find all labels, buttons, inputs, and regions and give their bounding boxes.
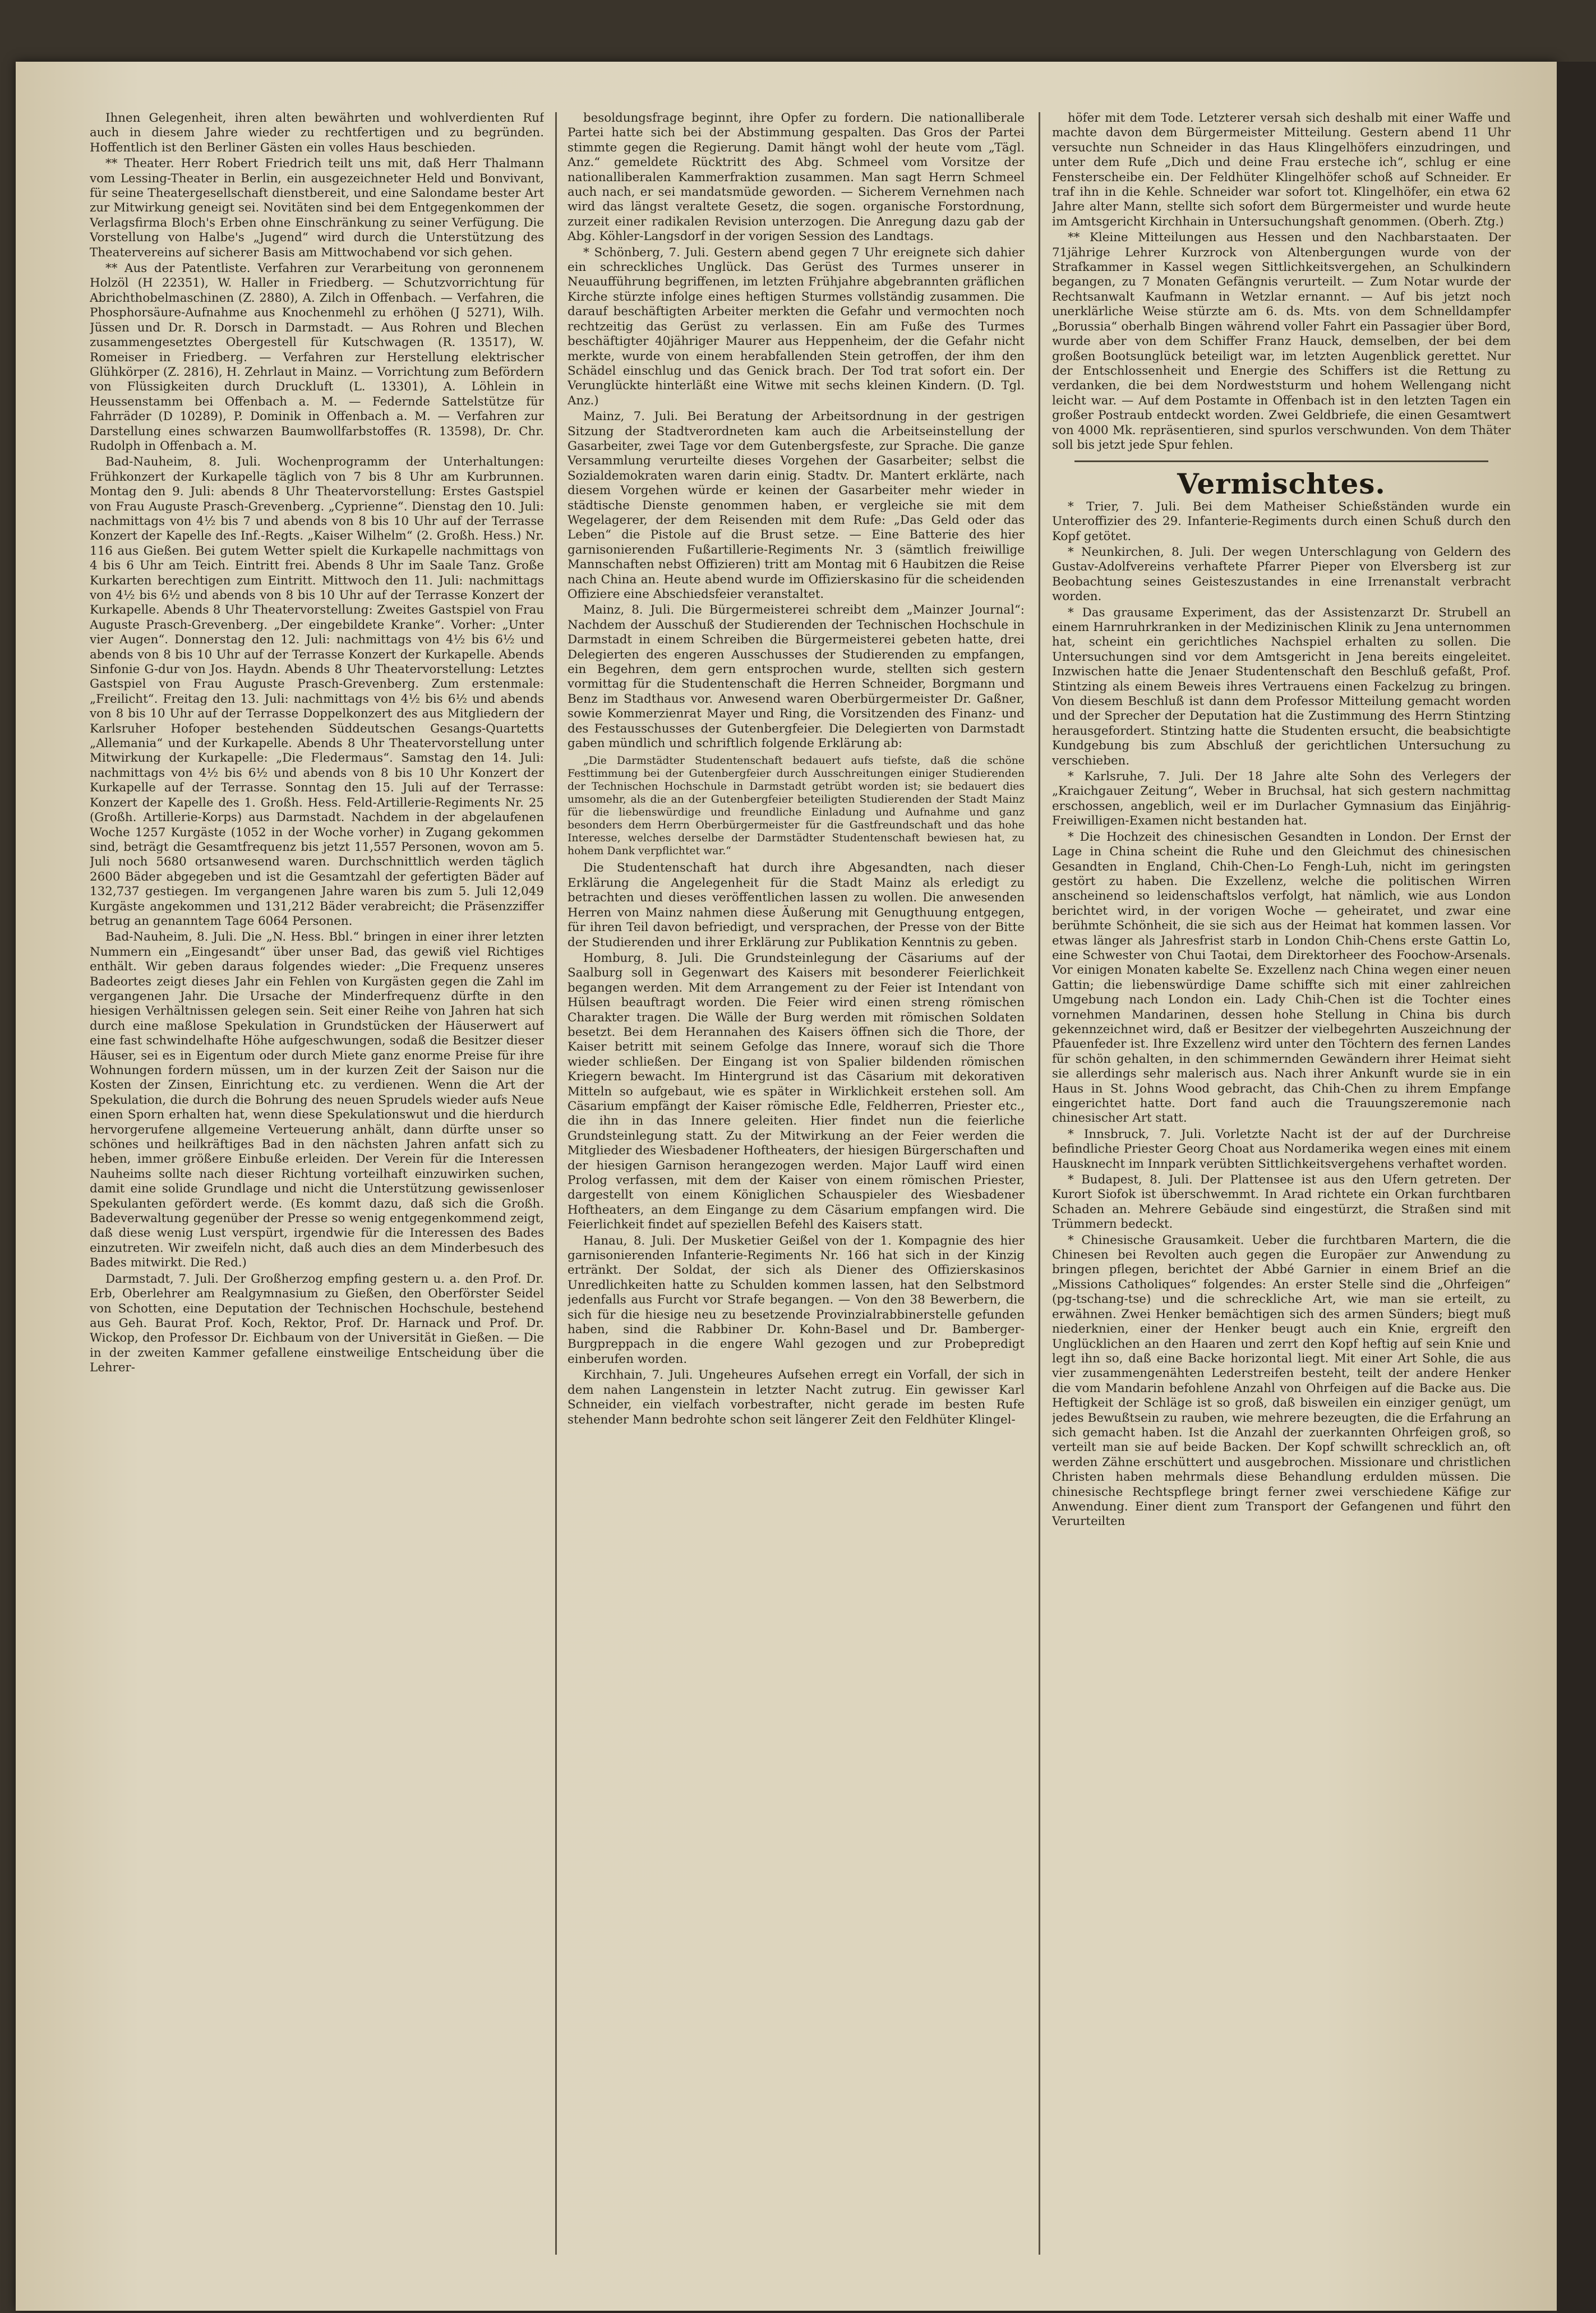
article-jena: * Das grausame Experiment, das der Assistenzarzt Dr. Strubell an einem Harnruhrkranken in der Medizinischen Klinik zu Jena unternommen hat, scheint ein gerichtliches Nachspiel erhalten zu sollen. Die Untersuchungen sind vor dem Amtsgericht in Jena bereits eingeleitet. Inzwischen hatte die Jenaer Studentenschaft den Beschluß gefaßt, Prof. Stintzing als einem Beweis ihres Vertrauens einen Fackelzug zu bringen. Von diesem Beschluß ist dann dem Professor Mitteilung gemacht worden und der Sprecher der Deputation hat die Zustimmung des Herrn Stintzing herausgefordert. Stintzing hatte die Studenten ersucht, die beabsichtigte Kundgebung bis zum Abschluß der gerichtlichen Untersuchung zu verschieben. <box>1052 605 1511 768</box>
article-paragraph: besoldungsfrage beginnt, ihre Opfer zu fordern. Die nationalliberale Partei hatte sich bei der Abstimmung gespalten. Das Gros der Partei stimmte gegen die Regierung. Damit hängt wohl der heute vom „Tägl. Anz.“ gemeldete Rücktritt des Abg. Schmeel vom Vorsitze der nationalliberalen Kammerfraktion zusammen. Man sagt Herrn Schmeel auch nach, er sei mandatsmüde geworden. — Sicherem Vernehmen nach wird das längst veraltete Gesetz, die sogen. organische Forstordnung, zurzeit einer radikalen Revision unterzogen. Die Anregung dazu gab der Abg. Köhler-Langsdorf in der vorigen Session des Landtags. <box>568 111 1025 244</box>
article-mainz-8: Mainz, 8. Juli. Die Bürgermeisterei schreibt dem „Mainzer Journal“: Nachdem der Ausschuß der Studierenden der Technischen Hochschule in Darmstadt in einem Schreiben die Bürgermeisterei gebeten hatte, drei Delegierten des engeren Ausschusses der Studierenden zu empfangen, ein Begehren, dem gern entsprochen wurde, stellten sich gestern vormittag für die Studentenschaft die Herren Schneider, Borgmann und Benz im Stadthaus vor. Anwesend waren Oberbürgermeister Dr. Gaßner, sowie Kommerzienrat Mayer und Ring, die Vorsitzenden des Finanz- und des Festausschusses der Gutenbergfeier. Die Delegierten von Darmstadt gaben mündlich und schriftlich folgende Erklärung ab: <box>568 603 1025 751</box>
article-patentliste: ** Aus der Patentliste. Verfahren zur Verarbeitung von geronnenem Holzöl (H 22351), W. Haller in Friedberg. — Schutzvorrichtung für Abrichthobelmaschinen (Z. 2880), A. Zilch in Offenbach. — Verfahren, die Phosphorsäure-Aufnahme aus Knochenmehl zu erhöhen (J 5271), Wilh. Jüssen und Dr. R. Dorsch in Darmstadt. — Aus Rohren und Blechen zusammengesetztes Obergestell für Kutschwagen (R. 13517), W. Romeiser in Friedberg. — Verfahren zur Herstellung elektrischer Glühkörper (Z. 2816), H. Zehrlaut in Mainz. — Vorrichtung zum Befördern von Flüssigkeiten durch Druckluft (L. 13301), A. Löhlein in Heussenstamm bei Offenbach a. M. — Federnde Sattelstütze für Fahrräder (D 10289), P. Dominik in Offenbach a. M. — Verfahren zur Darstellung eines schwarzen Baumwollfarbstoffes (R. 13598), Dr. Chr. Rudolph in Offenbach a. M. <box>90 261 544 453</box>
article-schoenberg: * Schönberg, 7. Juli. Gestern abend gegen 7 Uhr ereignete sich dahier ein schreckliches Unglück. Das Gerüst des Turmes unserer in Neuaufführung begriffenen, im letzten Frühjahre abgebrannten gräflichen Kirche stürzte infolge eines heftigen Sturmes vollständig zusammen. Die darauf beschäftigten Arbeiter merkten die Gefahr und vermochten noch rechtzeitig das Gerüst zu verlassen. Ein am Fuße des Turmes beschäftigter 40jähriger Maurer aus Heppenheim, der die Gefahr nicht merkte, wurde von einem herabfallenden Stein getroffen, der ihm den Schädel einschlug und das Genick brach. Der Tod trat sofort ein. Der Verunglückte hinterläßt eine Witwe mit sechs kleinen Kindern. (D. Tgl. Anz.) <box>568 245 1025 408</box>
section-heading: Vermischtes. <box>1177 467 1386 501</box>
article-mainz-7: Mainz, 7. Juli. Bei Beratung der Arbeitsordnung in der gestrigen Sitzung der Stadtverordneten kam auch die Arbeitseinstellung der Gasarbeiter, zwei Tage vor dem Gutenbergsfeste, zur Sprache. Die ganze Versammlung verurteilte dieses Vorgehen der Gasarbeiter; selbst die Sozialdemokraten waren darin einig. Stadtv. Dr. Mantert erklärte, nach diesem Vorgehen würde er keinen der Gasarbeiter mehr wieder in städtische Dienste genommen haben, er vergleiche sie mit dem Wegelagerer, der dem Reisenden mit dem Rufe: „Das Geld oder das Leben“ die Pistole auf die Brust setze. — Eine Batterie des hier garnisonierenden Fußartillerie-Regiments Nr. 3 (sämtlich freiwillige Mannschaften nebst Offizieren) tritt am Montag mit 6 Haubitzen die Reise nach China an. Heute abend wurde im Offizierskasino für die scheidenden Offiziere eine Abschiedsfeier veranstaltet. <box>568 409 1025 601</box>
adjacent-page-edge <box>1557 62 1596 2313</box>
article-karlsruhe: * Karlsruhe, 7. Juli. Der 18 Jahre alte Sohn des Verlegers der „Kraichgauer Zeitung“, Weber in Bruchsal, hat sich gestern nachmittag erschossen, angeblich, weil er im Durlacher Gymnasium das Einjährig-Freiwilligen-Examen nicht bestanden hat. <box>1052 770 1511 828</box>
article-paragraph: Ihnen Gelegenheit, ihren alten bewährten und wohlverdienten Ruf auch in diesem Jahre wieder zu rechtfertigen und zu begründen. Hoffentlich ist den Berliner Gästen ein volles Haus beschieden. <box>90 111 544 155</box>
article-neunkirchen: * Neunkirchen, 8. Juli. Der wegen Unterschlagung von Geldern des Gustav-Adolfvereins verhaftete Pfarrer Pieper von Elversberg ist zur Beobachtung seines Geisteszustandes in eine Irrenanstalt verbracht worden. <box>1052 545 1511 604</box>
article-kleine-mitteilungen: ** Kleine Mitteilungen aus Hessen und den Nachbarstaaten. Der 71jährige Lehrer Kurzrock von Altenbergungen wurde von der Strafkammer in Kassel wegen Sittlichkeitsvergehen, an Schulkindern begangen, zu 7 Monaten Gefängnis verurteilt. — Zum Notar wurde der Rechtsanwalt Kaufmann in Wetzlar ernannt. — Auf bis jetzt noch unerklärliche Weise stürzte am 6. ds. Mts. von dem Schnelldampfer „Borussia“ oberhalb Bingen während voller Fahrt ein Passagier über Bord, wurde aber von dem Schiffer Franz Hauck, demselben, der bei dem großen Bootsunglück beteiligt war, im letzten Augenblick gerettet. Nur der Entschlossenheit und Energie des Schiffers ist die Rettung zu verdanken, die bei dem Nordweststurm und hohem Wellengang nicht leicht war. — Auf dem Postamte in Offenbach ist in den letzten Tagen ein großer Postraub entdeckt worden. Zwei Geldbriefe, die einen Gesamtwert von 4000 Mk. repräsentieren, sind spurlos verschwunden. Von dem Thäter soll bis jetzt jede Spur fehlen. <box>1052 231 1511 452</box>
column-rule <box>1039 112 1040 2255</box>
column-2 <box>568 111 1025 2259</box>
article-paragraph: höfer mit dem Tode. Letzterer versah sich deshalb mit einer Waffe und machte davon dem Bürgermeister Mitteilung. Gestern abend 11 Uhr versuchte nun Schneider in das Haus Klingelhöfers einzudringen, und unter dem Rufe „Dich und deine Frau ersteche ich“, schlug er eine Fensterscheibe ein. Der Feldhüter Klingelhöfer schoß auf Schneider. Er traf ihn in die Kehle. Schneider war sofort tot. Klingelhöfer, ein etwa 62 Jahre alter Mann, stellte sich sofort dem Bürgermeister und wurde heute im Amtsgericht Kirchhain in Untersuchungshaft genommen. (Oberh. Ztg.) <box>1052 111 1511 229</box>
quoted-declaration: „Die Darmstädter Studentenschaft bedauert aufs tiefste, daß die schöne Festtimmung bei der Gutenbergfeier durch Ausschreitungen einiger Studierenden der Technischen Hochschule in Darmstadt getrübt worden ist; sie bedauert dies umsomehr, als die an der Gutenbergfeier beteiligten Studierenden der Stadt Mainz für die liebenswürdige und freundliche Einladung und Aufnahme und ganz besonders dem Herrn Oberbürgermeister für die Gastfreundschaft und das hohe Interesse, welches derselbe der Darmstädter Studentenschaft bewiesen hat, zu hohem Dank verpflichtet war.“ <box>568 755 1025 858</box>
article-trier: * Trier, 7. Juli. Bei dem Matheiser Schießständen wurde ein Unteroffizier des 29. Infanterie-Regiments durch einen Schuß durch den Kopf getötet. <box>1052 499 1511 543</box>
column-rule <box>555 112 557 2255</box>
article-darmstadt: Darmstadt, 7. Juli. Der Großherzog empfing gestern u. a. den Prof. Dr. Erb, Oberlehrer am Realgymnasium zu Gießen, den Oberförster Seidel von Schotten, eine Deputation der Technischen Hochschule, bestehend aus Geh. Baurat Prof. Koch, Rektor, Prof. Dr. Harnack und Prof. Dr. Wickop, den Professor Dr. Eichbaum von der Universität in Gießen. — Die in der zweiten Kammer gefallene einstweilige Entscheidung über die Lehrer- <box>90 1271 544 1375</box>
article-bad-nauheim-program: Bad-Nauheim, 8. Juli. Wochenprogramm der Unterhaltungen: Frühkonzert der Kurkapelle täglich von 7 bis 8 Uhr am Kurbrunnen. Montag den 9. Juli: abends 8 Uhr Theatervorstellung: Erstes Gastspiel von Frau Auguste Prasch-Grevenberg. „Cyprienne“. Dienstag den 10. Juli: nachmittags von 4½ bis 7 und abends von 8 bis 10 Uhr auf der Terrasse Konzert der Kapelle des Inf.-Regts. „Kaiser Wilhelm“ (2. Großh. Hess.) Nr. 116 aus Gießen. Bei gutem Wetter spielt die Kurkapelle nachmittags von 4 bis 6 Uhr am Teich. Eintritt frei. Abends 8 Uhr im Saale Tanz. Große Kurkarten berechtigen zum Eintritt. Mittwoch den 11. Juli: nachmittags von 4½ bis 6½ und abends von 8 bis 10 Uhr auf der Terrasse Konzert der Kurkapelle. Abends 8 Uhr Theatervorstellung: Zweites Gastspiel von Frau Auguste Prasch-Grevenberg. „Der eingebildete Kranke“. Vorher: „Unter vier Augen“. Donnerstag den 12. Juli: nachmittags von 4½ bis 6½ und abends von 8 bis 10 Uhr auf der Terrasse Konzert der Kurkapelle. Abends Sinfonie G-dur von Jos. Haydn. Abends 8 Uhr Theatervorstellung: Letztes Gastspiel von Frau Auguste Prasch-Grevenberg. Zum erstenmale: „Freilicht“. Freitag den 13. Juli: nachmittags von 4½ bis 6½ und abends von 8 bis 10 Uhr auf der Terrasse Doppelkonzert des aus Mitgliedern der Karlsruher Hofoper bestehenden Süddeutschen Gesangs-Quartetts „Allemania“ und der Kurkapelle. Abends 8 Uhr Theatervorstellung unter Mitwirkung der Kurkapelle: „Die Fledermaus“. Samstag den 14. Juli: nachmittags von 4½ bis 6½ und abends von 8 bis 10 Uhr Konzert der Kurkapelle auf der Terrasse. Sonntag den 15. Juli auf der Terrasse: Konzert der Kapelle des 1. Großh. Hess. Feld-Artillerie-Regiments Nr. 25 (Großh. Artillerie-Korps) aus Darmstadt. Nachdem in der abgelaufenen Woche 1257 Kurgäste (1052 in der Woche vorher) in Zugang gekommen sind, beträgt die Gesamtfrequenz bis jetzt 11,557 Personen, wovon am 5. Juli noch 5680 ortsanwesend waren. Durchschnittlich werden täglich 2600 Bäder abgegeben und ist die Gesamtzahl der gefertigten Bäder auf 132,737 gestiegen. Im vergangenen Jahre waren bis zum 5. Juli 12,049 Kurgäste angekommen und 131,212 Bäder verabreicht; die Präsenzziffer betrug an genanntem Tage 6064 Personen. <box>90 455 544 928</box>
article-bad-nauheim-frequenz: Bad-Nauheim, 8. Juli. Die „N. Hess. Bbl.“ bringen in einer ihrer letzten Nummern ein „Eingesandt“ über unser Bad, das gewiß viel Richtiges enthält. Wir geben daraus folgendes wieder: „Die Frequenz unseres Badeortes zeigt dieses Jahr ein Fehlen von Kurgästen gegen die Zahl im vergangenen Jahr. Die Ursache der Minderfrequenz dürfte in den hiesigen Verhältnissen gelegen sein. Seit einer Reihe von Jahren hat sich durch eine maßlose Spekulation in Grundstücken der Häuserwert auf eine fast schwindelhafte Höhe aufgeschwungen, sodaß die Besitzer dieser Häuser, sei es in Eigentum oder durch Miete ganz enorme Preise für ihre Wohnungen fordern müssen, um in der kurzen Zeit der Saison nur die Kosten der Zinsen, Einrichtung etc. zu verdienen. Wenn die Art der Spekulation, die durch die Bohrung des neuen Sprudels wieder aufs Neue einen Sporn erhalten hat, wenn diese Spekulationswut und die hierdurch hervorgerufene allgemeine Verteuerung anhält, dann dürfte unser so schönes und heilkräftiges Bad in den nächsten Jahren anfatt sich zu heben, immer größere Einbuße erleiden. Der Verein für die Interessen Nauheims sollte nach dieser Richtung vorteilhaft einzuwirken suchen, damit eine solide Grundlage und nicht die Unterstützung gewissenloser Spekulanten gefördert werde. (Es kommt dazu, daß sich die Großh. Badeverwaltung gegenüber der Presse so wenig entgegenkommend zeigt, daß diese wenig Lust verspürt, irgendwie für die Interessen des Bades einzutreten. Wir zweifeln nicht, daß auch dies an dem Minderbesuch des Bades mitwirkt. Die Red.) <box>90 930 544 1270</box>
column-1 <box>90 111 544 2259</box>
article-homburg: Homburg, 8. Juli. Die Grundsteinlegung der Cäsariums auf der Saalburg soll in Gegenwart des Kaisers mit besonderer Feierlichkeit begangen werden. Mit dem Arrangement zu der Feier ist Intendant von Hülsen beauftragt worden. Die Feier wird einen streng römischen Charakter tragen. Die Wälle der Burg werden mit römischen Soldaten besetzt. Bei dem Herannahen des Kaisers öffnen sich die Thore, der Kaiser betritt mit seinem Gefolge das Innere, worauf sich die Thore wieder schließen. Der Eingang ist von Spalier bildenden römischen Kriegern bewacht. Im Hintergrund ist das Cäsarium mit dekorativen Mitteln so aufgebaut, wie es später in Wirklichkeit erstehen soll. Am Cäsarium empfängt der Kaiser römische Edle, Feldherren, Priester etc., die ihn in das Innere geleiten. Hier findet nun die feierliche Grundsteinlegung statt. Zu der Mitwirkung an der Feier werden die Mitglieder des Wiesbadener Hoftheaters, der hiesigen Bürgerschaften und der hiesigen Garnison herangezogen werden. Major Lauff wird einen Prolog verfassen, mit dem der Kaiser von einem römischen Priester, dargestellt von einem Königlichen Schauspieler des Wiesbadener Hoftheaters, an dem Eingange zu dem Cäsarium empfangen wird. Die Feierlichkeit findet auf speziellen Befehl des Kaisers statt. <box>568 951 1025 1232</box>
article-chinesische-grausamkeit: * Chinesische Grausamkeit. Ueber die furchtbaren Martern, die die Chinesen bei Revolten auch gegen die Europäer zur Anwendung zu bringen pflegen, berichtet der Abbé Garnier in einem Brief an die „Missions Catholiques“ folgendes: An erster Stelle sind die „Ohrfeigen“ (pg-tschang-tse) und die schreckliche Art, wie man sie erteilt, zu erwähnen. Zwei Henker bemächtigen sich des armen Sünders; biegt muß niederknien, einer der Henker beugt auch ein Knie, ergreift den Unglücklichen an den Haaren und zerrt den Kopf heftig auf sein Knie und legt ihn so, daß eine Backe horizontal liegt. Mit einer Art Sohle, die aus vier zusammengenähten Lederstreifen besteht, teilt der andere Henker die vom Mandarin befohlene Anzahl von Ohrfeigen auf die Backe aus. Die Heftigkeit der Schläge ist so groß, daß bisweilen ein einziger genügt, um jedes Bewußtsein zu rauben, wie mehrere bezeugten, die die Erfahrung an sich gemacht haben. Ist die Anzahl der zuerkannten Ohrfeigen groß, so verteilt man sie auf beide Backen. Der Kopf schwillt schrecklich an, oft werden Zähne erschüttert und ausgebrochen. Missionare und christlichen Christen haben mehrmals diese Behandlung erdulden müssen. Die chinesische Rechtspflege bringt ferner zwei verschiedene Käfige zur Anwendung. Einer dient zum Transport der Gefangenen und führt den Verurteilten <box>1052 1233 1511 1529</box>
article-budapest: * Budapest, 8. Juli. Der Plattensee ist aus den Ufern getreten. Der Kurort Siofok ist überschwemmt. In Arad richtete ein Orkan furchtbaren Schaden an. Mehrere Gebäude sind eingestürzt, die Straßen sind mit Trümmern bedeckt. <box>1052 1173 1511 1232</box>
article-theater: ** Theater. Herr Robert Friedrich teilt uns mit, daß Herr Thalmann vom Lessing-Theater in Berlin, ein ausgezeichneter Held und Bonvivant, für seine Theatergesellschaft dienstbereit, und eine Salondame bester Art zur Mitwirkung geneigt sei. Novitäten sind bei dem Entgegenkommen der Verlagsfirma Bloch's Erben ohne Einschränkung zu seiner Verfügung. Die Vorstellung von Halbe's „Jugend“ wird durch die Unterstützung des Theatervereins auf sicherer Basis am Mittwochabend vor sich gehen. <box>90 156 544 260</box>
article-china-gesandter: * Die Hochzeit des chinesischen Gesandten in London. Der Ernst der Lage in China scheint die Ruhe und den Gleichmut des chinesischen Gesandten in England, Chih-Chen-Lo Fengh-Luh, nicht im geringsten gestört zu haben. Die Exzellenz, welche die politischen Wirren anscheinend so leidenschaftslos verfolgt, hat nämlich, wie aus London berichtet wird, in der vorigen Woche — geheiratet, und zwar eine berühmte Schönheit, die sie sich aus der Heimat hat kommen lassen. Vor etwas länger als Jahresfrist starb in London Chih-Chens erste Gattin Lo, eine Schwester von Chui Taotai, dem Direktorheer des Foochow-Arsenals. Vor einigen Monaten kabelte Se. Exzellenz nach China wegen einer neuen Gattin; die liebenswürdige Dame schiffte sich mit einer zahlreichen Umgebung nach London ein. Lady Chih-Chen ist die Tochter eines vornehmen Mandarinen, dessen hohe Stellung in China bis durch gekennzeichnet wird, daß er Besitzer der vielbegehrten Auszeichnung der Pfauenfeder ist. Ihre Exzellenz wird unter den Töchtern des fernen Landes für schön gehalten, in den schimmernden Gewändern ihrer Heimat sieht sie allerdings sehr malerisch aus. Nach ihrer Ankunft wurde sie in ein Haus in St. Johns Wood gebracht, das Chih-Chen zu ihrem Empfange eingerichtet hatte. Dort fand auch die Trauungszeremonie nach chinesischer Art statt. <box>1052 830 1511 1126</box>
column-3 <box>1052 111 1511 2259</box>
article-paragraph: Die Studentenschaft hat durch ihre Abgesandten, nach dieser Erklärung die Angelegenheit für die Stadt Mainz als erledigt zu betrachten und dieses veröffentlichen lassen zu wollen. Die anwesenden Herren von Mainz nahmen diese Äußerung mit Genugthuung entgegen, für ihren Teil davon befriedigt, und versprachen, der Presse von der Bitte der Studierenden und ihrer Erklärung zur Publikation Kenntnis zu geben. <box>568 861 1025 950</box>
article-innsbruck: * Innsbruck, 7. Juli. Vorletzte Nacht ist der auf der Durchreise befindliche Priester Georg Choat aus Nordamerika wegen eines mit einem Hausknecht im Innpark verübten Sittlichkeitsvergehens verhaftet worden. <box>1052 1127 1511 1171</box>
section-divider <box>1074 460 1488 462</box>
newspaper-page <box>16 62 1557 2311</box>
article-hanau: Hanau, 8. Juli. Der Musketier Geißel von der 1. Kompagnie des hier garnisonierenden Infanterie-Regiments Nr. 166 hat sich in der Kinzig ertränkt. Der Soldat, der sich als Diener des Offizierskasinos Unredlichkeiten hatte zu Schulden kommen lassen, hat den Selbstmord jedenfalls aus Furcht vor Strafe begangen. — Von den 38 Bewerbern, die sich für die hiesige neu zu besetzende Provinzialrabbinerstelle gefunden haben, sind die Rabbiner Dr. Kohn-Basel und Dr. Bamberger-Burgpreppach in die engere Wahl gezogen und zur Probepredigt einberufen worden. <box>568 1233 1025 1366</box>
article-kirchhain: Kirchhain, 7. Juli. Ungeheures Aufsehen erregt ein Vorfall, der sich in dem nahen Langenstein in letzter Nacht zutrug. Ein gewisser Karl Schneider, ein vielfach vorbestrafter, nicht gerade im besten Rufe stehender Mann bedrohte schon seit längerer Zeit den Feldhüter Klingel- <box>568 1368 1025 1427</box>
